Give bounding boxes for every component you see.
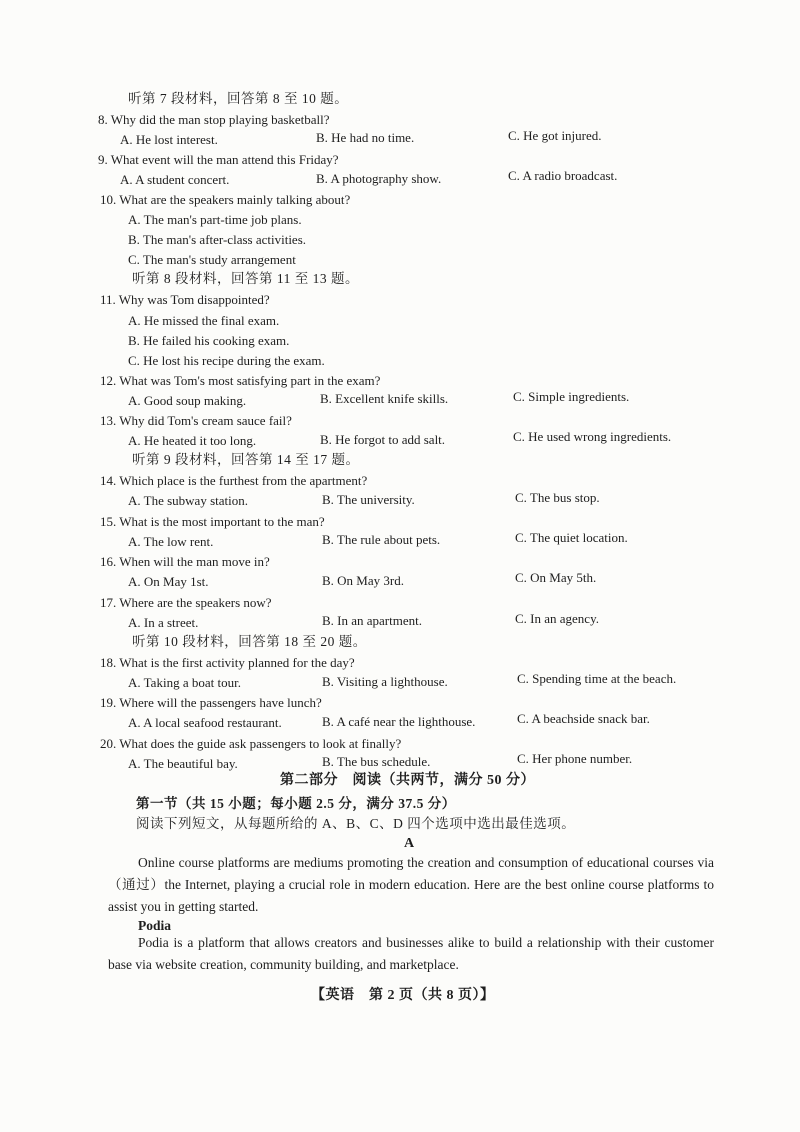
q11-option-c: C. He lost his recipe during the exam. [128,353,325,368]
question-10: 10. What are the speakers mainly talking about? [100,192,351,207]
section-intro-8: 听第 8 段材料，回答第 11 至 13 题。 [132,271,359,286]
q13-option-c: C. He used wrong ingredients. [513,429,672,444]
q12-option-c: C. Simple ingredients. [513,389,630,404]
q15-option-a: A. The low rent. [128,534,214,549]
question-13: 13. Why did Tom's cream sauce fail? [100,413,292,428]
q18-option-c: C. Spending time at the beach. [517,671,677,686]
q17-option-b: B. In an apartment. [322,613,422,628]
q12-option-a: A. Good soup making. [128,393,247,408]
q17-option-c: C. In an agency. [515,611,599,626]
q9-option-c: C. A radio broadcast. [508,168,618,183]
section-intro-7: 听第 7 段材料，回答第 8 至 10 题。 [128,91,349,106]
question-11: 11. Why was Tom disappointed? [100,292,270,307]
question-9: 9. What event will the man attend this Friday? [98,152,339,167]
question-14: 14. Which place is the furthest from the apartment? [100,473,368,488]
page-footer: 【英语 第 2 页（共 8 页）】 [311,988,495,1003]
section-intro-9: 听第 9 段材料，回答第 14 至 17 题。 [132,452,360,467]
question-17: 17. Where are the speakers now? [100,595,272,610]
part-two-title: 第二部分 阅读（共两节，满分 50 分） [280,773,535,788]
q14-option-a: A. The subway station. [128,493,248,508]
q8-option-c: C. He got injured. [508,128,602,143]
q11-option-b: B. He failed his cooking exam. [128,333,290,348]
q9-option-b: B. A photography show. [316,171,442,186]
q15-option-b: B. The rule about pets. [322,532,441,547]
q12-option-b: B. Excellent knife skills. [320,391,449,406]
question-16: 16. When will the man move in? [100,554,270,569]
question-12: 12. What was Tom's most satisfying part in the exam? [100,373,381,388]
q8-option-b: B. He had no time. [316,130,415,145]
question-8: 8. Why did the man stop playing basketball? [98,112,330,127]
passage-paragraph-2: Podia is a platform that allows creators and businesses alike to build a relationship with their customer base via website creation, community building, and marketplace. [108,935,714,972]
reading-instruction: 阅读下列短文，从每题所给的 A、B、C、D 四个选项中选出最佳选项。 [136,816,576,831]
q19-option-b: B. A café near the lighthouse. [322,714,476,729]
q13-option-a: A. He heated it too long. [128,433,257,448]
q8-option-a: A. He lost interest. [120,132,218,147]
q13-option-b: B. He forgot to add salt. [320,432,446,447]
q20-option-c: C. Her phone number. [517,751,633,766]
section-intro-10: 听第 10 段材料，回答第 18 至 20 题。 [132,634,367,649]
q10-option-a: A. The man's part-time job plans. [128,212,302,227]
question-19: 19. Where will the passengers have lunch? [100,695,322,710]
question-20: 20. What does the guide ask passengers to look at finally? [100,736,402,751]
q16-option-a: A. On May 1st. [128,574,209,589]
q11-option-a: A. He missed the final exam. [128,313,280,328]
q10-option-c: C. The man's study arrangement [128,252,296,267]
q18-option-b: B. Visiting a lighthouse. [322,674,448,689]
passage-letter: A [404,836,415,851]
q17-option-a: A. In a street. [128,615,199,630]
q19-option-a: A. A local seafood restaurant. [128,715,282,730]
q16-option-b: B. On May 3rd. [322,573,404,588]
q16-option-c: C. On May 5th. [515,570,597,585]
q14-option-b: B. The university. [322,492,415,507]
q10-option-b: B. The man's after-class activities. [128,232,307,247]
q18-option-a: A. Taking a boat tour. [128,675,241,690]
q20-option-b: B. The bus schedule. [322,754,431,769]
passage-paragraph-1: Online course platforms are mediums promoting the creation and consumption of educational courses via（通过）the Internet, playing a crucial role in modern education. Here are the best online course platforms to assist you in getting started. [108,855,714,914]
q15-option-c: C. The quiet location. [515,530,628,545]
passage-subhead: Podia [138,918,172,933]
question-18: 18. What is the first activity planned for the day? [100,655,355,670]
q9-option-a: A. A student concert. [120,172,230,187]
q19-option-c: C. A beachside snack bar. [517,711,650,726]
q14-option-c: C. The bus stop. [515,490,600,505]
question-15: 15. What is the most important to the man? [100,514,325,529]
q20-option-a: A. The beautiful bay. [128,756,238,771]
section-one-title: 第一节（共 15 小题；每小题 2.5 分，满分 37.5 分） [136,796,456,811]
